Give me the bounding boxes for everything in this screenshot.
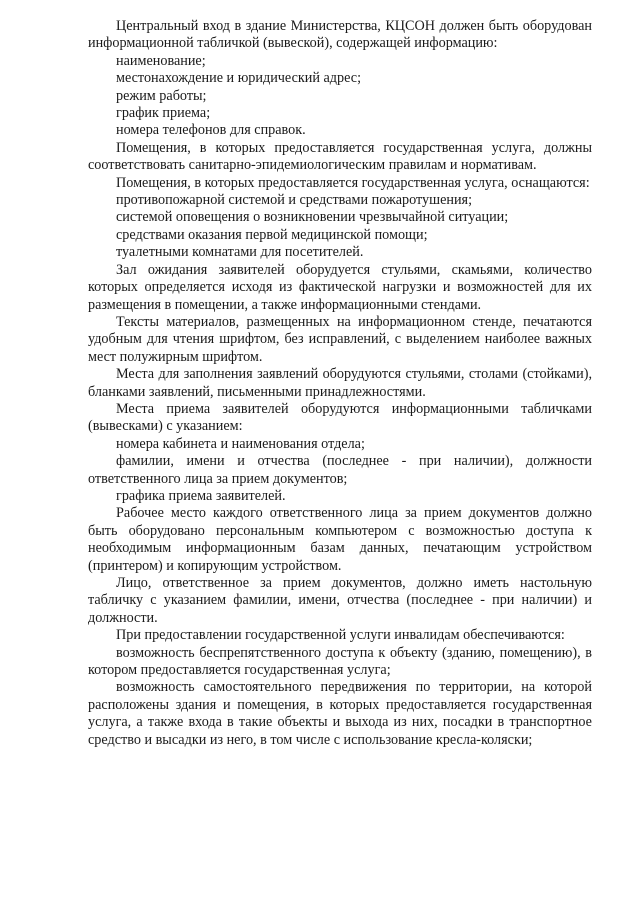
paragraph-disabled: При предоставлении государственной услуги инвалидам обеспечиваются: (116, 627, 565, 644)
paragraph-workplace: Рабочее место каждого ответственного лица за прием документов должно быть оборудовано персональным компьютером с возможностью доступа к необходимым информационным базам данных, печатающим устройством (принтером) и копирующим устройством. (88, 505, 592, 574)
list-item: номера кабинета и наименования отдела; (116, 435, 365, 452)
paragraph-equipment: Помещения, в которых предоставляется государственная услуга, оснащаются: (116, 174, 590, 191)
list-item: средствами оказания первой медицинской помощи; (116, 226, 428, 243)
paragraph-central-entrance: Центральный вход в здание Министерства, КЦСОН должен быть оборудован информационной табличкой (вывеской), содержащей информацию: (88, 18, 592, 52)
list-item: противопожарной системой и средствами пожаротушения; (116, 192, 473, 209)
list-item: системой оповещения о возникновении чрезвычайной ситуации; (116, 209, 509, 226)
list-item: режим работы; (116, 87, 207, 104)
paragraph-filling-places: Места для заполнения заявлений оборудуются стульями, столами (стойками), бланками заявлений, письменными принадлежностями. (88, 366, 592, 400)
paragraph-reception-places: Места приема заявителей оборудуются информационными табличками (вывесками) с указанием: (88, 400, 592, 435)
list-item: местонахождение и юридический адрес; (116, 70, 362, 87)
paragraph-waiting-hall: Зал ожидания заявителей оборудуется стульями, скамьями, количество которых определяется исходя из фактической нагрузки и возможностей для их размещения в помещении, а также информационными стендами. (88, 261, 592, 313)
paragraph-responsible-person: Лицо, ответственное за прием документов, должно иметь настольную табличку с указанием фамилии, имени, отчества (последнее - при наличии) и должности. (88, 575, 592, 626)
list-item: возможность самостоятельного передвижения по территории, на которой расположены здания и помещения, в которых предоставляется государственная услуга, а также входа в такие объекты и выхода из них, посадки в транспортное средство и высадки из него, в том числе с использование кресла-коляски; (88, 679, 592, 748)
list-item: туалетными комнатами для посетителей. (116, 244, 364, 261)
paragraph-stand-texts: Тексты материалов, размещенных на информационном стенде, печатаются удобным для чтения шрифтом, без исправлений, с выделением наиболее важных мест полужирным шрифтом. (88, 313, 592, 365)
list-item: номера телефонов для справок. (116, 122, 306, 139)
list-item: графика приема заявителей. (116, 487, 286, 504)
list-item: график приема; (116, 105, 211, 122)
paragraph-sanitary: Помещения, в которых предоставляется государственная услуга, должны соответствовать санитарно-эпидемиологическим правилам и нормативам. (88, 139, 592, 174)
list-item: возможность беспрепятственного доступа к объекту (зданию, помещению), в котором предоставляется государственная услуга; (88, 644, 592, 679)
list-item: фамилии, имени и отчества (последнее - при наличии), должности ответственного лица за прием документов; (88, 453, 592, 487)
list-item: наименование; (116, 52, 206, 69)
